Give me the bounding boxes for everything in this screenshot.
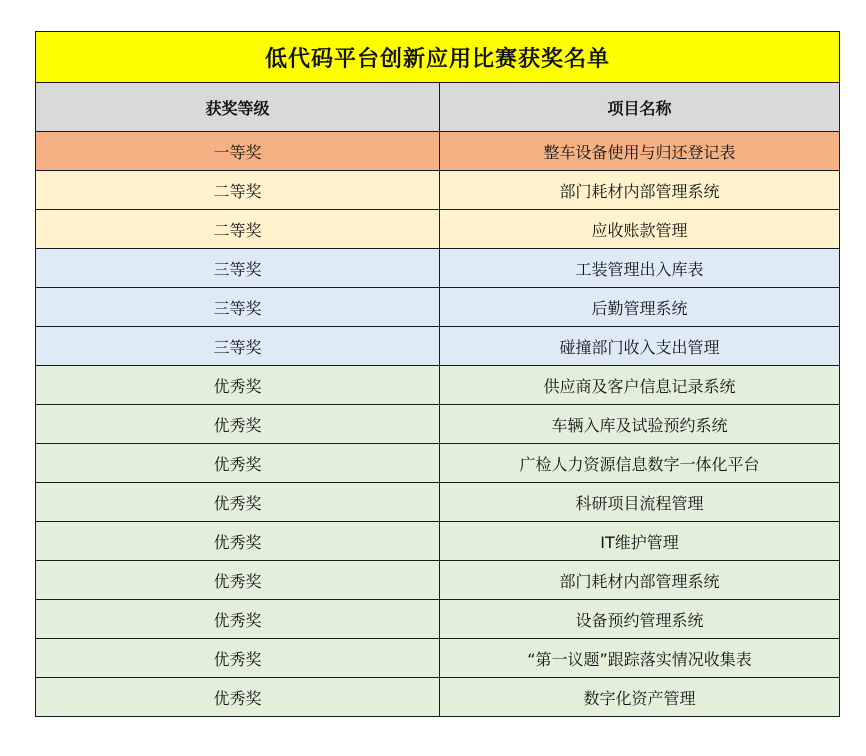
award-list-sheet xyxy=(35,31,839,717)
table-row xyxy=(36,483,840,522)
header-project-name: 项目名称 xyxy=(440,83,840,132)
table-row xyxy=(36,405,840,444)
table-row xyxy=(36,210,840,249)
table-row xyxy=(36,639,840,678)
project-name-cell: 广检人力资源信息数字一体化平台 xyxy=(440,444,840,483)
project-name-cell: IT维护管理 xyxy=(440,522,840,561)
table-row xyxy=(36,132,840,171)
project-name-cell: 后勤管理系统 xyxy=(440,288,840,327)
award-level-cell: 优秀奖 xyxy=(36,405,440,444)
table-row xyxy=(36,327,840,366)
award-level-cell: 优秀奖 xyxy=(36,678,440,717)
project-name-cell: 工装管理出入库表 xyxy=(440,249,840,288)
award-level-cell: 优秀奖 xyxy=(36,483,440,522)
table-row xyxy=(36,249,840,288)
award-level-cell: 二等奖 xyxy=(36,210,440,249)
award-level-cell: 优秀奖 xyxy=(36,444,440,483)
award-level-cell: 三等奖 xyxy=(36,288,440,327)
award-table-body xyxy=(36,132,840,717)
project-name-cell: 应收账款管理 xyxy=(440,210,840,249)
project-name-cell: 科研项目流程管理 xyxy=(440,483,840,522)
table-row xyxy=(36,678,840,717)
award-level-cell: 三等奖 xyxy=(36,327,440,366)
project-name-cell: 供应商及客户信息记录系统 xyxy=(440,366,840,405)
header-row xyxy=(36,83,840,132)
award-table xyxy=(35,31,840,717)
award-level-cell: 优秀奖 xyxy=(36,600,440,639)
award-level-cell: 二等奖 xyxy=(36,171,440,210)
table-row xyxy=(36,561,840,600)
table-row xyxy=(36,600,840,639)
table-row xyxy=(36,288,840,327)
table-row xyxy=(36,171,840,210)
project-name-cell: 整车设备使用与归还登记表 xyxy=(440,132,840,171)
award-level-cell: 优秀奖 xyxy=(36,522,440,561)
award-level-cell: 优秀奖 xyxy=(36,366,440,405)
award-level-cell: 一等奖 xyxy=(36,132,440,171)
table-row xyxy=(36,444,840,483)
project-name-cell: “第一议题”跟踪落实情况收集表 xyxy=(440,639,840,678)
project-name-cell: 车辆入库及试验预约系统 xyxy=(440,405,840,444)
award-level-cell: 优秀奖 xyxy=(36,561,440,600)
table-title: 低代码平台创新应用比赛获奖名单 xyxy=(36,32,840,83)
project-name-cell: 设备预约管理系统 xyxy=(440,600,840,639)
project-name-cell: 部门耗材内部管理系统 xyxy=(440,561,840,600)
project-name-cell: 数字化资产管理 xyxy=(440,678,840,717)
project-name-cell: 碰撞部门收入支出管理 xyxy=(440,327,840,366)
award-level-cell: 三等奖 xyxy=(36,249,440,288)
table-row xyxy=(36,366,840,405)
header-award-level: 获奖等级 xyxy=(36,83,440,132)
award-level-cell: 优秀奖 xyxy=(36,639,440,678)
table-row xyxy=(36,522,840,561)
project-name-cell: 部门耗材内部管理系统 xyxy=(440,171,840,210)
